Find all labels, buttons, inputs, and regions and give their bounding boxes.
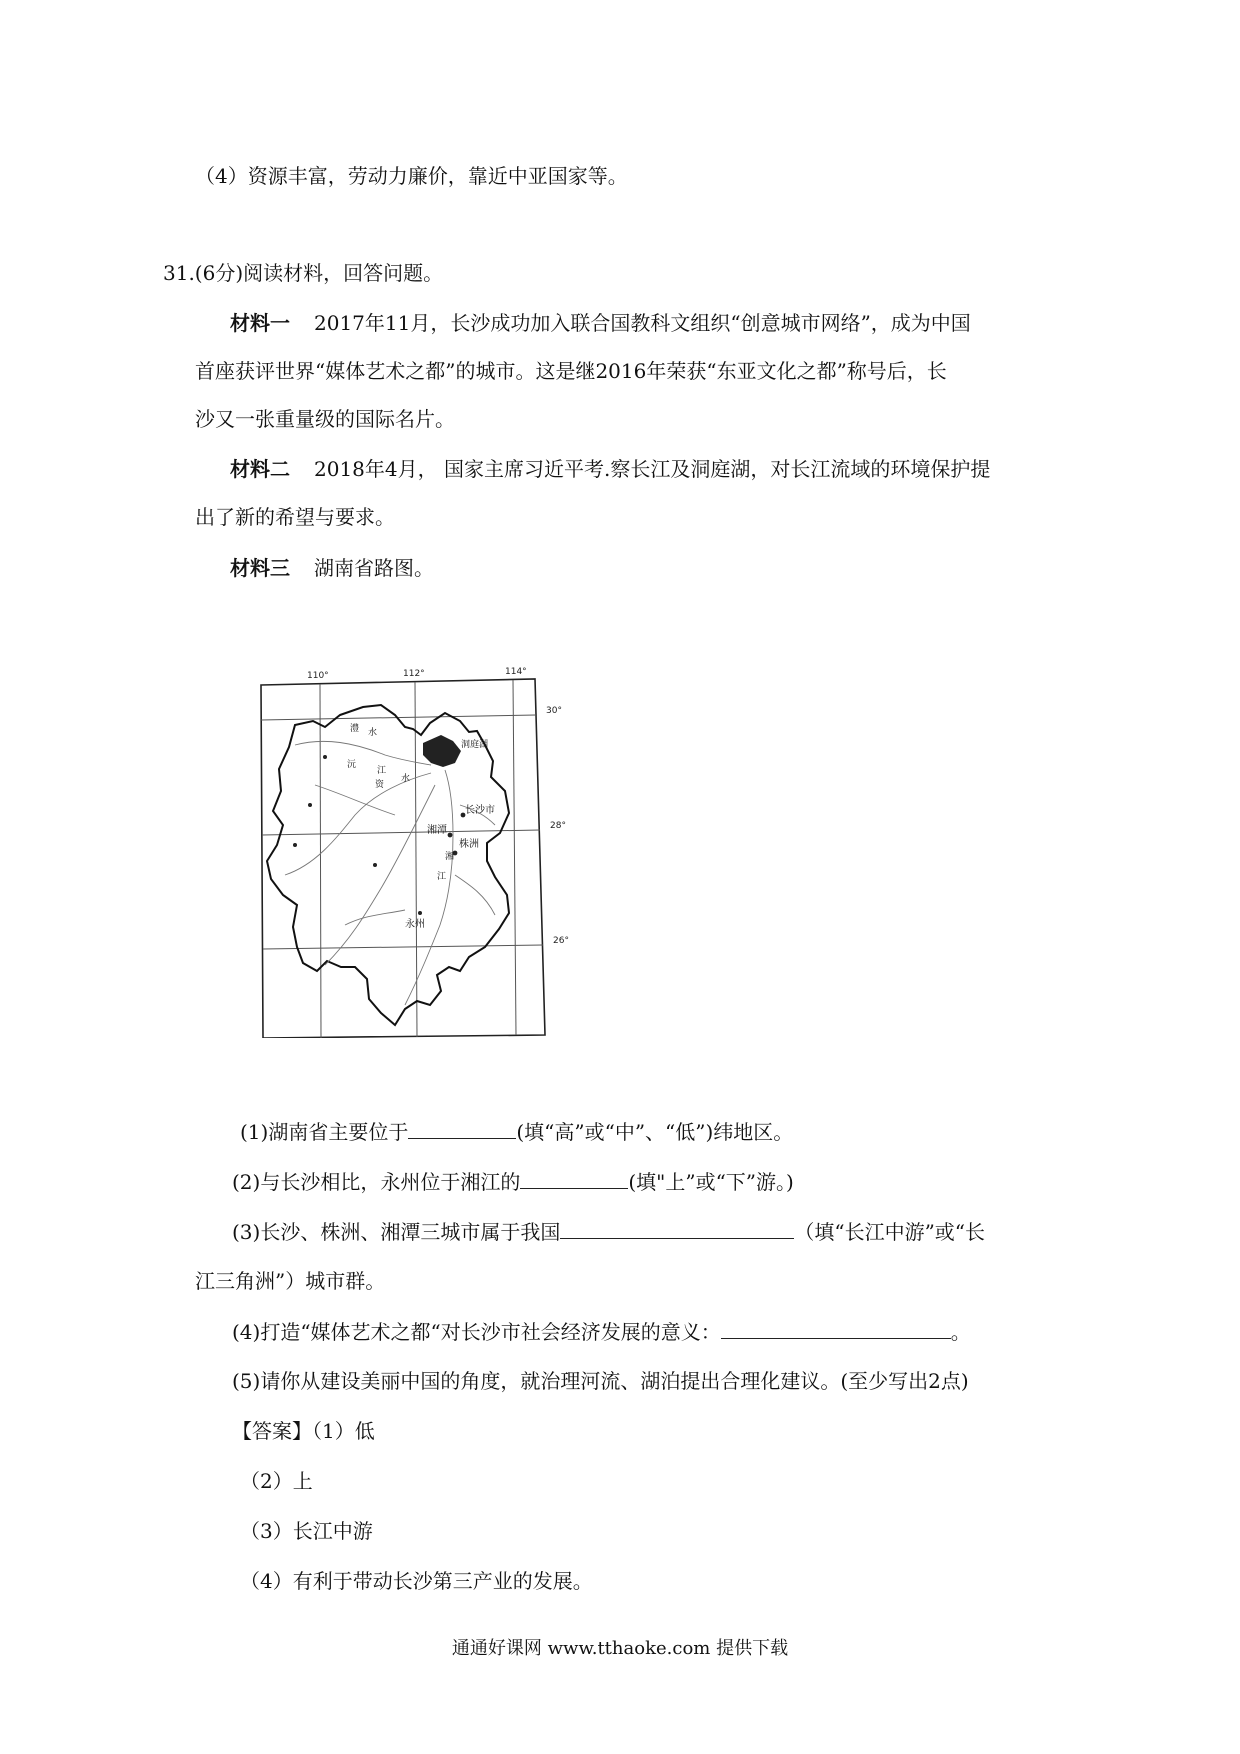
river-lishui — [295, 741, 431, 765]
material-2-line-2: 出了新的希望与要求。 — [195, 505, 395, 529]
river-char-1: 澧 — [350, 724, 360, 734]
material-2-label: 材料二 — [230, 457, 290, 481]
previous-answer-4: （4）资源丰富，劳动力廉价，靠近中亚国家等。 — [195, 164, 628, 188]
material-1-line-1: 材料一 2017年11月，长沙成功加入联合国教科文组织“创意城市网络”，成为中国 — [230, 311, 971, 335]
hunan-map — [255, 665, 590, 1038]
river-char-5: 资 — [375, 780, 385, 790]
lat-label-28: 28° — [550, 821, 566, 831]
river-yuanjiang — [285, 773, 431, 875]
lat-label-26: 26° — [553, 936, 569, 946]
material-1-line-2: 首座获评世界“媒体艺术之都”的城市。这是继2016年荣获“东亚文化之都”称号后，长 — [195, 359, 947, 383]
river-char-4: 江 — [377, 766, 387, 776]
label-changsha: 长沙市 — [465, 805, 495, 816]
river-char-7: 湘 — [445, 852, 455, 862]
material-3-line: 材料三 湖南省路图。 — [230, 556, 434, 580]
label-yongzhou: 永州 — [405, 919, 425, 930]
q1-answer-blank[interactable] — [408, 1118, 516, 1139]
label-xiangtan: 湘潭 — [427, 825, 447, 836]
sub-question-5: (5)请你从建设美丽中国的角度，就治理河流、湖泊提出合理化建议。(至少写出2点) — [232, 1369, 969, 1393]
q3-answer-blank[interactable] — [560, 1218, 794, 1239]
question-header: 31.(6分)阅读材料，回答问题。 — [163, 261, 444, 285]
material-3-label: 材料三 — [230, 556, 290, 580]
map-frame — [261, 679, 545, 1038]
answer-2: （2）上 — [240, 1469, 313, 1493]
page-footer: 通通好课网 www.tthaoke.com 提供下载 — [451, 1638, 789, 1659]
river-char-3: 沅 — [347, 760, 357, 770]
answer-3: （3）长江中游 — [240, 1519, 373, 1543]
river-char-6: 水 — [401, 774, 411, 784]
river-char-2: 水 — [368, 728, 378, 738]
answer-4: （4）有利于带动长沙第三产业的发展。 — [240, 1569, 593, 1593]
sub-question-4: (4)打造“媒体艺术之都“对长沙市社会经济发展的意义： 。 — [232, 1320, 971, 1344]
answer-1: 【答案】（1）低 — [232, 1419, 375, 1443]
lat-label-30: 30° — [546, 706, 562, 716]
material-2-line-1: 材料二 2018年4月， 国家主席习近平考.察长江及洞庭湖，对长江流域的环境保护提 — [230, 457, 991, 481]
grid-lon-110 — [320, 684, 321, 1038]
label-zhuzhou: 株洲 — [459, 839, 479, 850]
sub-question-1: (1)湖南省主要位于 (填“高”或“中”、“低”)纬地区。 — [240, 1120, 794, 1144]
river-zishui — [325, 785, 435, 965]
lon-label-110: 110° — [307, 671, 329, 681]
grid-lat-26 — [263, 945, 543, 949]
sub-question-3-line-2: 江三角洲”）城市群。 — [195, 1269, 386, 1293]
lon-label-114: 114° — [505, 667, 527, 677]
dongting-lake — [423, 735, 461, 767]
q4-answer-blank[interactable] — [721, 1318, 951, 1339]
hunan-outline — [267, 705, 509, 1025]
sub-question-3: (3)长沙、株洲、湘潭三城市属于我国 （填“长江中游”或“长 — [232, 1220, 986, 1244]
material-1-line-3: 沙又一张重量级的国际名片。 — [195, 407, 455, 431]
material-1-label: 材料一 — [230, 311, 290, 335]
grid-lon-114 — [513, 680, 516, 1035]
label-dongting: 洞庭湖 — [461, 740, 489, 750]
sub-question-2: (2)与长沙相比，永州位于湘江的 (填"上”或“下”游。) — [232, 1170, 794, 1194]
lon-label-112: 112° — [403, 669, 425, 679]
q2-answer-blank[interactable] — [520, 1168, 628, 1189]
river-char-8: 江 — [437, 872, 447, 882]
answer-label: 【答案】 — [232, 1419, 312, 1443]
